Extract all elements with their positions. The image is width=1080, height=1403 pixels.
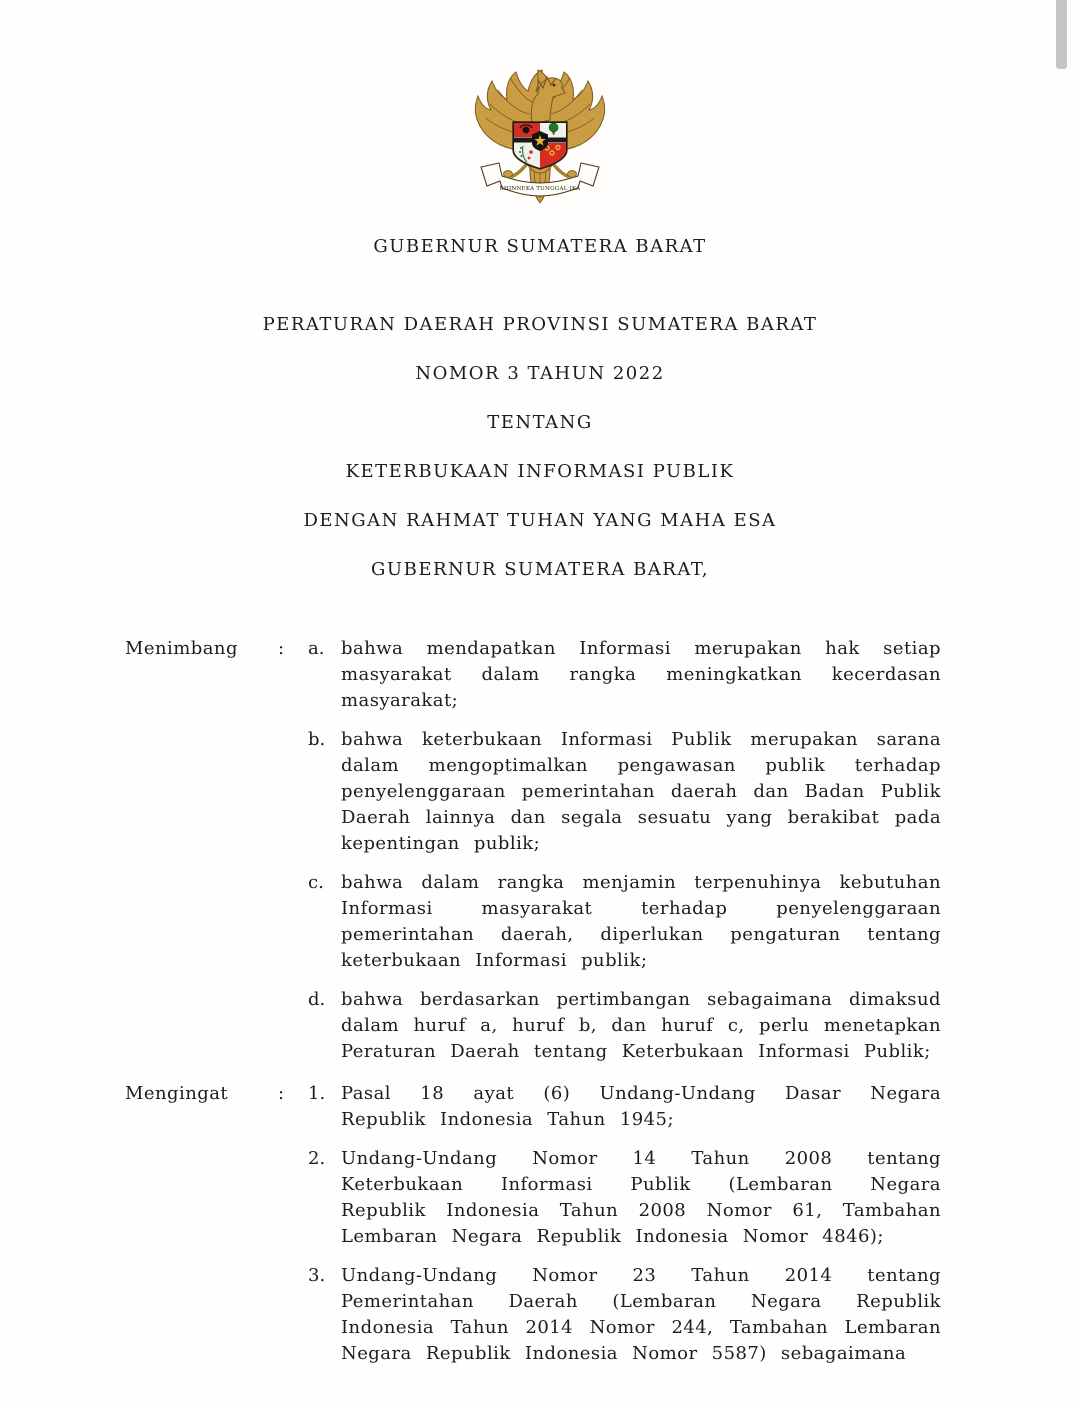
considerations-section <box>125 636 955 1065</box>
legal-basis-section <box>125 1081 955 1367</box>
item-marker: c. <box>308 872 324 893</box>
item-text: bahwa dalam rangka menjamin terpenuhinya kebutuhan Informasi masyarakat terhadap penyelenggaraan pemerintahan daerah, diperlukan pengaturan tentang keterbukaan Informasi publik; <box>341 872 941 971</box>
consideration-item <box>308 987 941 1065</box>
about-label: TENTANG <box>487 412 593 433</box>
document-title: PERATURAN DAERAH PROVINSI SUMATERA BARAT <box>262 314 818 335</box>
item-text: Undang-Undang Nomor 14 Tahun 2008 tentang Keterbukaan Informasi Publik (Lembaran Negara Republik Indonesia Tahun 2008 Nomor 61, Tambahan Lembaran Negara Republik Indonesia Nomor 4846); <box>341 1148 941 1247</box>
document-number: NOMOR 3 TAHUN 2022 <box>415 363 665 384</box>
item-marker: b. <box>308 729 326 750</box>
item-marker: 2. <box>308 1148 326 1169</box>
considerations-list <box>308 636 941 1065</box>
legal-basis-label: Mengingat <box>125 1083 229 1104</box>
legal-basis-item <box>308 1081 941 1133</box>
document-headings <box>0 233 1080 583</box>
emblem-motto-text: BHINNEKA TUNGGAL IKA <box>499 186 581 192</box>
garuda-pancasila-emblem <box>0 66 1080 208</box>
item-marker: a. <box>308 638 325 659</box>
considerations-colon: : <box>278 638 285 659</box>
document-body <box>125 636 955 1367</box>
consideration-item <box>308 870 941 974</box>
item-marker: 3. <box>308 1265 326 1286</box>
invocation-line: DENGAN RAHMAT TUHAN YANG MAHA ESA <box>303 510 777 531</box>
item-text: bahwa mendapatkan Informasi merupakan hak setiap masyarakat dalam rangka meningkatkan kecerdasan masyarakat; <box>341 638 941 711</box>
legal-basis-item <box>308 1146 941 1250</box>
institution-title: GUBERNUR SUMATERA BARAT <box>373 236 707 257</box>
consideration-item <box>308 727 941 857</box>
garuda-pancasila-icon <box>466 66 614 208</box>
legal-basis-list <box>308 1081 941 1367</box>
item-text: Undang-Undang Nomor 23 Tahun 2014 tentang Pemerintahan Daerah (Lembaran Negara Republik Indonesia Tahun 2014 Nomor 244, Tambahan Lembaran Negara Republik Indonesia Nomor 5587) sebagaimana <box>341 1265 941 1364</box>
scrollbar-thumb[interactable] <box>1056 0 1067 69</box>
issuer-line: GUBERNUR SUMATERA BARAT, <box>371 559 709 580</box>
item-text: bahwa berdasarkan pertimbangan sebagaimana dimaksud dalam huruf a, huruf b, dan huruf c, perlu menetapkan Peraturan Daerah tentang Keterbukaan Informasi Publik; <box>341 989 941 1062</box>
legal-basis-item <box>308 1263 941 1367</box>
considerations-label: Menimbang <box>125 638 238 659</box>
item-text: bahwa keterbukaan Informasi Publik merupakan sarana dalam mengoptimalkan pengawasan publik terhadap penyelenggaraan pemerintahan daerah dan Badan Publik Daerah lainnya dan segala sesuatu yang berakibat pada kepentingan publik; <box>341 729 941 854</box>
item-marker: d. <box>308 989 326 1010</box>
consideration-item <box>308 636 941 714</box>
document-subject: KETERBUKAAN INFORMASI PUBLIK <box>345 461 735 482</box>
item-text: Pasal 18 ayat (6) Undang-Undang Dasar Negara Republik Indonesia Tahun 1945; <box>341 1083 941 1130</box>
item-marker: 1. <box>308 1083 326 1104</box>
legal-basis-colon: : <box>278 1083 285 1104</box>
